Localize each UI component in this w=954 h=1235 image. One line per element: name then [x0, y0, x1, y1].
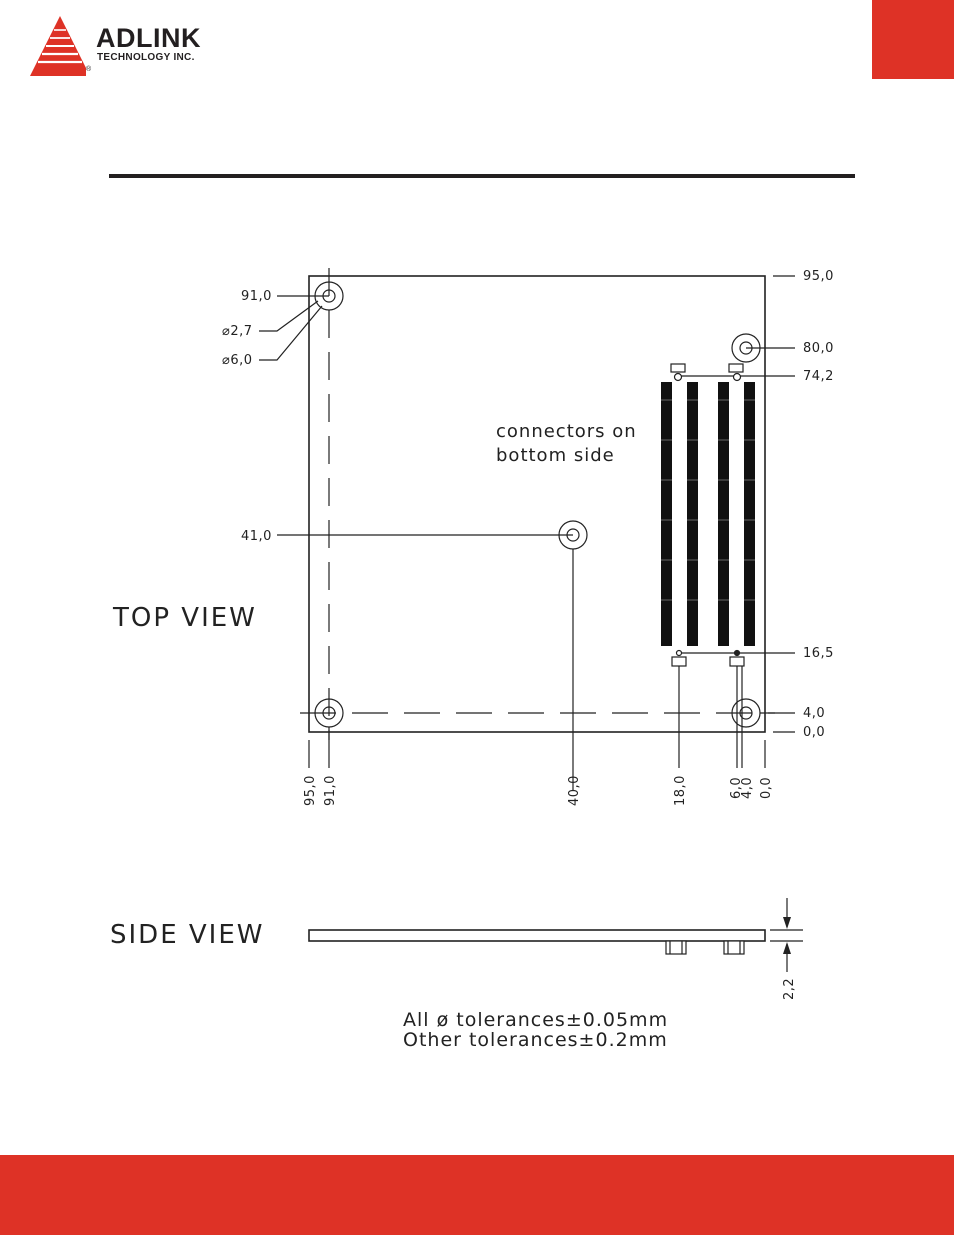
side-thickness-label: 2,2 — [782, 977, 797, 1000]
label-x-40: 40,0 — [567, 775, 582, 806]
label-x-95: 95,0 — [303, 775, 318, 806]
label-diameter-inner: ⌀2,7 — [222, 324, 253, 339]
label-x-18: 18,0 — [673, 775, 688, 806]
connector-d — [744, 382, 755, 646]
logo-registered-mark: ® — [86, 66, 92, 73]
connector-a — [661, 382, 672, 646]
label-x-4: 4,0 — [740, 776, 755, 799]
tolerance-line2: Other tolerances±0.2mm — [403, 1029, 668, 1051]
label-y-91: 91,0 — [241, 289, 272, 304]
label-y-4: 4,0 — [803, 706, 826, 721]
logo-brand-name: ADLINK — [96, 23, 201, 53]
dimension-arrow-down — [783, 917, 791, 929]
connector-c — [718, 382, 729, 646]
label-y-80: 80,0 — [803, 341, 834, 356]
side-view-title: SIDE VIEW — [110, 920, 265, 950]
label-diameter-outer: ⌀6,0 — [222, 353, 253, 368]
label-y-41: 41,0 — [241, 529, 272, 544]
connector-group — [661, 364, 755, 666]
connector-b — [687, 382, 698, 646]
label-x-0: 0,0 — [759, 776, 774, 799]
dimension-arrow-up — [783, 942, 791, 954]
label-y-95: 95,0 — [803, 269, 834, 284]
label-y-16: 16,5 — [803, 646, 834, 661]
connectors-note-line2: bottom side — [496, 445, 615, 466]
label-y-0: 0,0 — [803, 725, 826, 740]
side-view-board — [309, 898, 803, 972]
connectors-note-line1: connectors on — [496, 421, 637, 442]
tolerance-line1: All ø tolerances±0.05mm — [403, 1009, 669, 1031]
top-view-title: TOP VIEW — [113, 603, 257, 633]
label-x-6: 6,0 — [729, 776, 744, 799]
footer-bar — [0, 1155, 954, 1235]
label-y-74: 74,2 — [803, 369, 834, 384]
logo-subtitle: TECHNOLOGY INC. — [97, 52, 195, 63]
label-x-91: 91,0 — [323, 775, 338, 806]
